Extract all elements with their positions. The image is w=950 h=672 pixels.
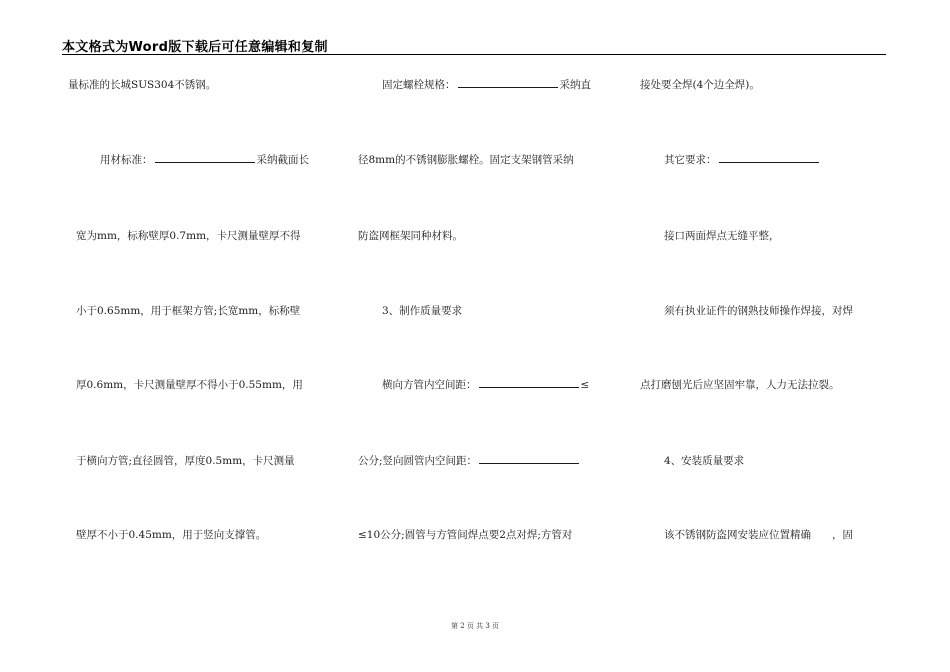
text-line: 接处要全焊(4个边全焊)。 bbox=[640, 79, 760, 91]
text-line: 壁厚不小于0.45mm，用于竖向支撑管。 bbox=[76, 529, 267, 541]
text-line: 宽为mm，标称壁厚0.7mm，卡尺测量壁厚不得 bbox=[76, 230, 301, 242]
line-prefix: 横向方管内空间距： bbox=[382, 379, 477, 391]
text-line: ≤10公分;圆管与方管间焊点要2点对焊;方管对 bbox=[358, 529, 573, 541]
text-line-with-blank bbox=[100, 153, 309, 167]
text-line: 厚0.6mm，卡尺测量壁厚不得小于0.55mm，用 bbox=[76, 379, 303, 391]
section-heading: 4、安装质量要求 bbox=[664, 455, 745, 467]
text-line: 接口两面焊点无缝平整， bbox=[664, 230, 780, 242]
line-prefix: 其它要求： bbox=[664, 154, 717, 166]
fill-in-blank bbox=[719, 153, 819, 163]
fill-in-blank bbox=[479, 378, 579, 388]
page-header-title: 本文格式为Word版下载后可任意编辑和复制 bbox=[62, 40, 328, 55]
text-line: 须有执业证件的钢熟技师操作焊接，对焊 bbox=[664, 305, 853, 317]
header-rule bbox=[62, 54, 886, 55]
line-prefix: 公分;竖向圆管内空间距： bbox=[358, 455, 478, 467]
line-prefix: 固定螺栓规格： bbox=[382, 79, 456, 91]
text-line-with-blank bbox=[664, 153, 821, 167]
fill-in-blank bbox=[479, 454, 579, 464]
text-line-with-blank bbox=[358, 454, 581, 468]
text-line: 防盗网框架同种材料。 bbox=[358, 230, 463, 242]
line-suffix: 采纳直 bbox=[559, 79, 591, 91]
text-line: 小于0.65mm，用于框架方管;长宽mm，标称壁 bbox=[76, 305, 301, 317]
line-suffix: ≤ bbox=[580, 379, 590, 391]
text-line: 量标准的长城SUS304不锈钢。 bbox=[68, 79, 217, 91]
fill-in-blank bbox=[155, 153, 255, 163]
text-line: 该不锈钢防盗网安装应位置精确 ，固 bbox=[664, 529, 853, 541]
line-prefix: 用材标准： bbox=[100, 154, 153, 166]
section-heading: 3、制作质量要求 bbox=[382, 305, 463, 317]
fill-in-blank bbox=[458, 78, 558, 88]
text-line: 于横向方管;直径圆管，厚度0.5mm，卡尺测量 bbox=[76, 455, 295, 467]
text-line: 径8mm的不锈钢膨胀螺栓。固定支架钢管采纳 bbox=[358, 154, 574, 166]
line-suffix: 采纳截面长 bbox=[256, 154, 309, 166]
page-number-footer: 第 2 页 共 3 页 bbox=[450, 622, 500, 630]
text-line: 点打磨刨光后应坚固牢靠，人力无法拉裂。 bbox=[640, 379, 840, 391]
text-line-with-blank bbox=[382, 78, 591, 92]
text-line-with-blank bbox=[382, 378, 589, 392]
